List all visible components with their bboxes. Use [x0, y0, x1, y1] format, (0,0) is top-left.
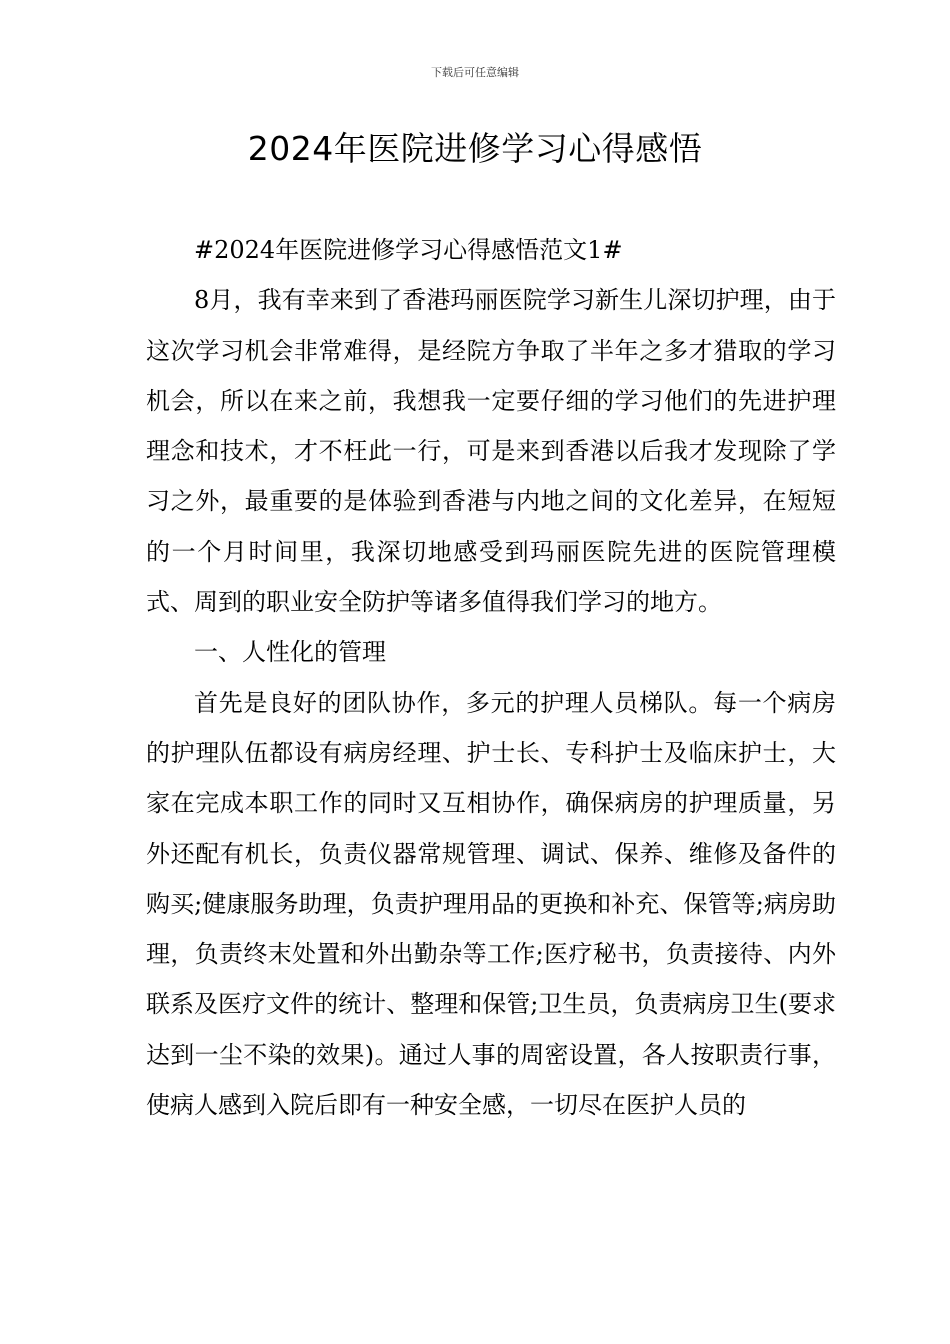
- paragraph-teamwork: 首先是良好的团队协作，多元的护理人员梯队。每一个病房的护理队伍都设有病房经理、护士长、专科护士及临床护士，大家在完成本职工作的同时又互相协作，确保病房的护理质量，另外还配有机长，负责仪器常规管理、调试、保养、维修及备件的购买;健康服务助理，负责护理用品的更换和补充、保管等;病房助理，负责终末处置和外出勤杂等工作;医疗秘书，负责接待、内外联系及医疗文件的统计、整理和保管;卫生员，负责病房卫生(要求达到一尘不染的效果)。通过人事的周密设置，各人按职责行事，使病人感到入院后即有一种安全感，一切尽在医护人员的: [146, 688, 836, 1120]
- section-heading-management: 一、人性化的管理: [194, 638, 386, 667]
- header-note: 下载后可任意编辑: [431, 66, 519, 79]
- paragraph-intro: 8月，我有幸来到了香港玛丽医院学习新生儿深切护理，由于这次学习机会非常难得，是经院方争取了半年之多才猎取的学习机会，所以在来之前，我想我一定要仔细的学习他们的先进护理理念和技术，才不枉此一行，可是来到香港以后我才发现除了学习之外，最重要的是体验到香港与内地之间的文化差异，在短短的一个月时间里，我深切地感受到玛丽医院先进的医院管理模式、周到的职业安全防护等诸多值得我们学习的地方。: [146, 286, 836, 617]
- section-heading-essay-1: #2024年医院进修学习心得感悟范文1#: [194, 236, 623, 264]
- page-title: 2024年医院进修学习心得感悟: [247, 129, 703, 168]
- document-body: [146, 225, 836, 1130]
